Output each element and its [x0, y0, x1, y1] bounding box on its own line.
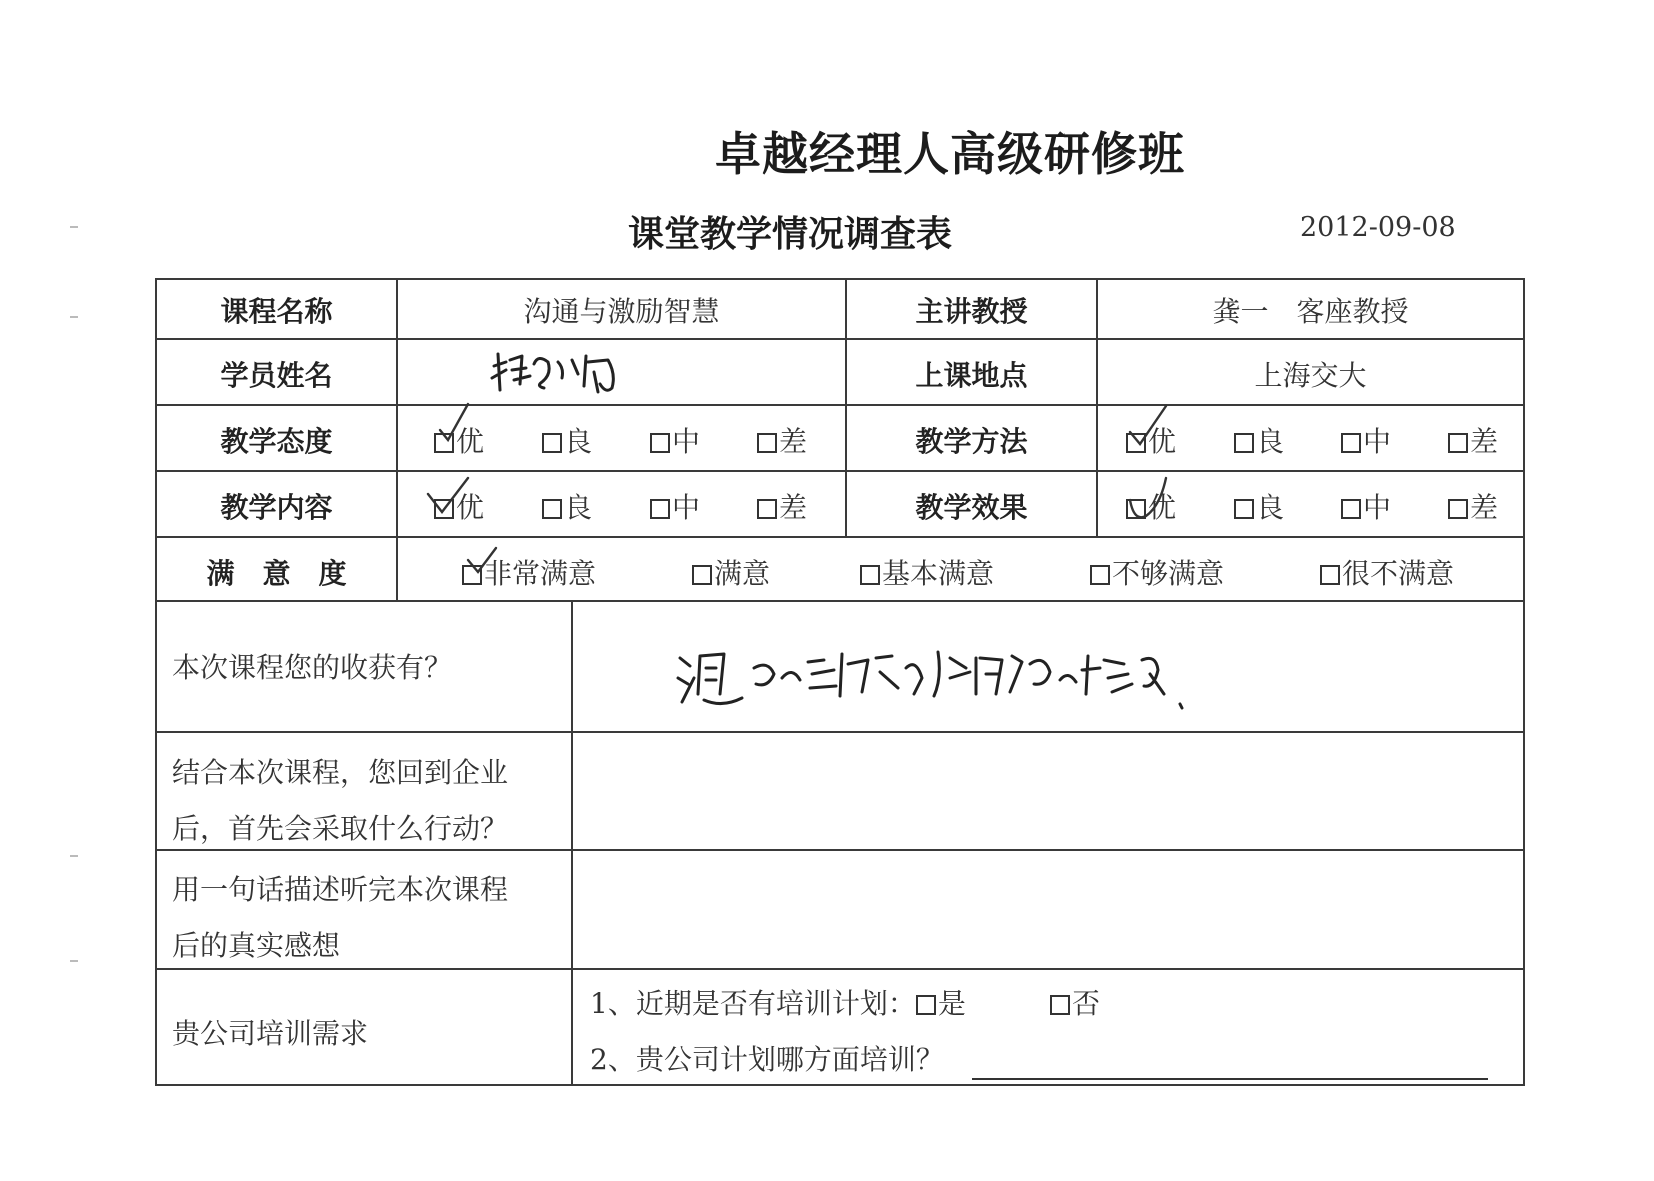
attitude-option[interactable]: 良 — [542, 420, 592, 460]
action-question-line2: 后，首先会采取什么行动？ — [172, 812, 509, 845]
attitude-option[interactable]: 中 — [650, 420, 700, 460]
effect-option[interactable]: 良 — [1234, 486, 1284, 526]
method-option[interactable]: 优 — [1126, 420, 1176, 460]
effect-option[interactable]: 差 — [1448, 486, 1498, 526]
course-name-label: 课程名称 — [220, 295, 333, 328]
satisfaction-label: 满 意 度 — [206, 557, 347, 590]
feeling-question-line1: 用一句话描述听完本次课程 — [172, 873, 509, 906]
method-option[interactable]: 差 — [1448, 420, 1498, 460]
content-option[interactable]: 优 — [434, 486, 484, 526]
content-option[interactable]: 良 — [542, 486, 592, 526]
satisfaction-option[interactable]: 不够满意 — [1090, 552, 1224, 592]
check-mark-icon — [1130, 478, 1166, 517]
method-option[interactable]: 良 — [1234, 420, 1284, 460]
satisfaction-option[interactable]: 满意 — [692, 552, 770, 592]
method-option[interactable]: 中 — [1341, 420, 1391, 460]
content-option[interactable]: 中 — [650, 486, 700, 526]
training-plan-no-option[interactable]: 否 — [1050, 976, 1100, 1032]
lecturer-value: 龚一 客座教授 — [1212, 295, 1409, 328]
document-title: 卓越经理人高级研修班 — [715, 127, 1185, 181]
training-area-question: 2、贵公司计划哪方面培训？ — [590, 1043, 944, 1076]
student-name-label: 学员姓名 — [220, 359, 333, 392]
training-area-answer-line[interactable] — [972, 1078, 1488, 1080]
action-question-line1: 结合本次课程，您回到企业 — [172, 756, 509, 789]
document-subtitle: 课堂教学情况调查表 — [627, 214, 952, 255]
survey-date: 2012-09-08 — [1300, 212, 1456, 243]
check-mark-icon — [428, 478, 468, 512]
method-label: 教学方法 — [915, 425, 1028, 458]
gain-question: 本次课程您的收获有？ — [172, 651, 453, 684]
training-plan-question: 1、近期是否有培训计划： 是 — [590, 987, 966, 1020]
check-mark-icon — [440, 404, 468, 440]
feeling-answer-field[interactable] — [574, 851, 1522, 967]
feeling-question-line2: 后的真实感想 — [172, 929, 341, 962]
check-mark-icon — [1130, 406, 1166, 444]
content-label: 教学内容 — [220, 491, 333, 524]
location-label: 上课地点 — [915, 359, 1028, 392]
attitude-label: 教学态度 — [220, 425, 333, 458]
action-answer-field[interactable] — [574, 733, 1522, 848]
satisfaction-option[interactable]: 基本满意 — [860, 552, 994, 592]
satisfaction-option[interactable]: 很不满意 — [1320, 552, 1454, 592]
content-option[interactable]: 差 — [757, 486, 807, 526]
attitude-option[interactable]: 差 — [757, 420, 807, 460]
effect-option[interactable]: 中 — [1341, 486, 1391, 526]
check-mark-icon — [468, 548, 496, 572]
training-needs-label: 贵公司培训需求 — [172, 1017, 369, 1050]
gain-answer-handwriting — [676, 638, 1236, 714]
location-value: 上海交大 — [1254, 359, 1367, 392]
checkbox[interactable] — [1050, 995, 1070, 1015]
checkbox[interactable] — [916, 995, 936, 1015]
effect-option[interactable]: 优 — [1126, 486, 1176, 526]
attitude-option[interactable]: 优 — [434, 420, 484, 460]
effect-label: 教学效果 — [915, 491, 1028, 524]
satisfaction-option[interactable]: 非常满意 — [462, 552, 596, 592]
course-name-value: 沟通与激励智慧 — [523, 295, 720, 328]
lecturer-label: 主讲教授 — [915, 295, 1028, 328]
